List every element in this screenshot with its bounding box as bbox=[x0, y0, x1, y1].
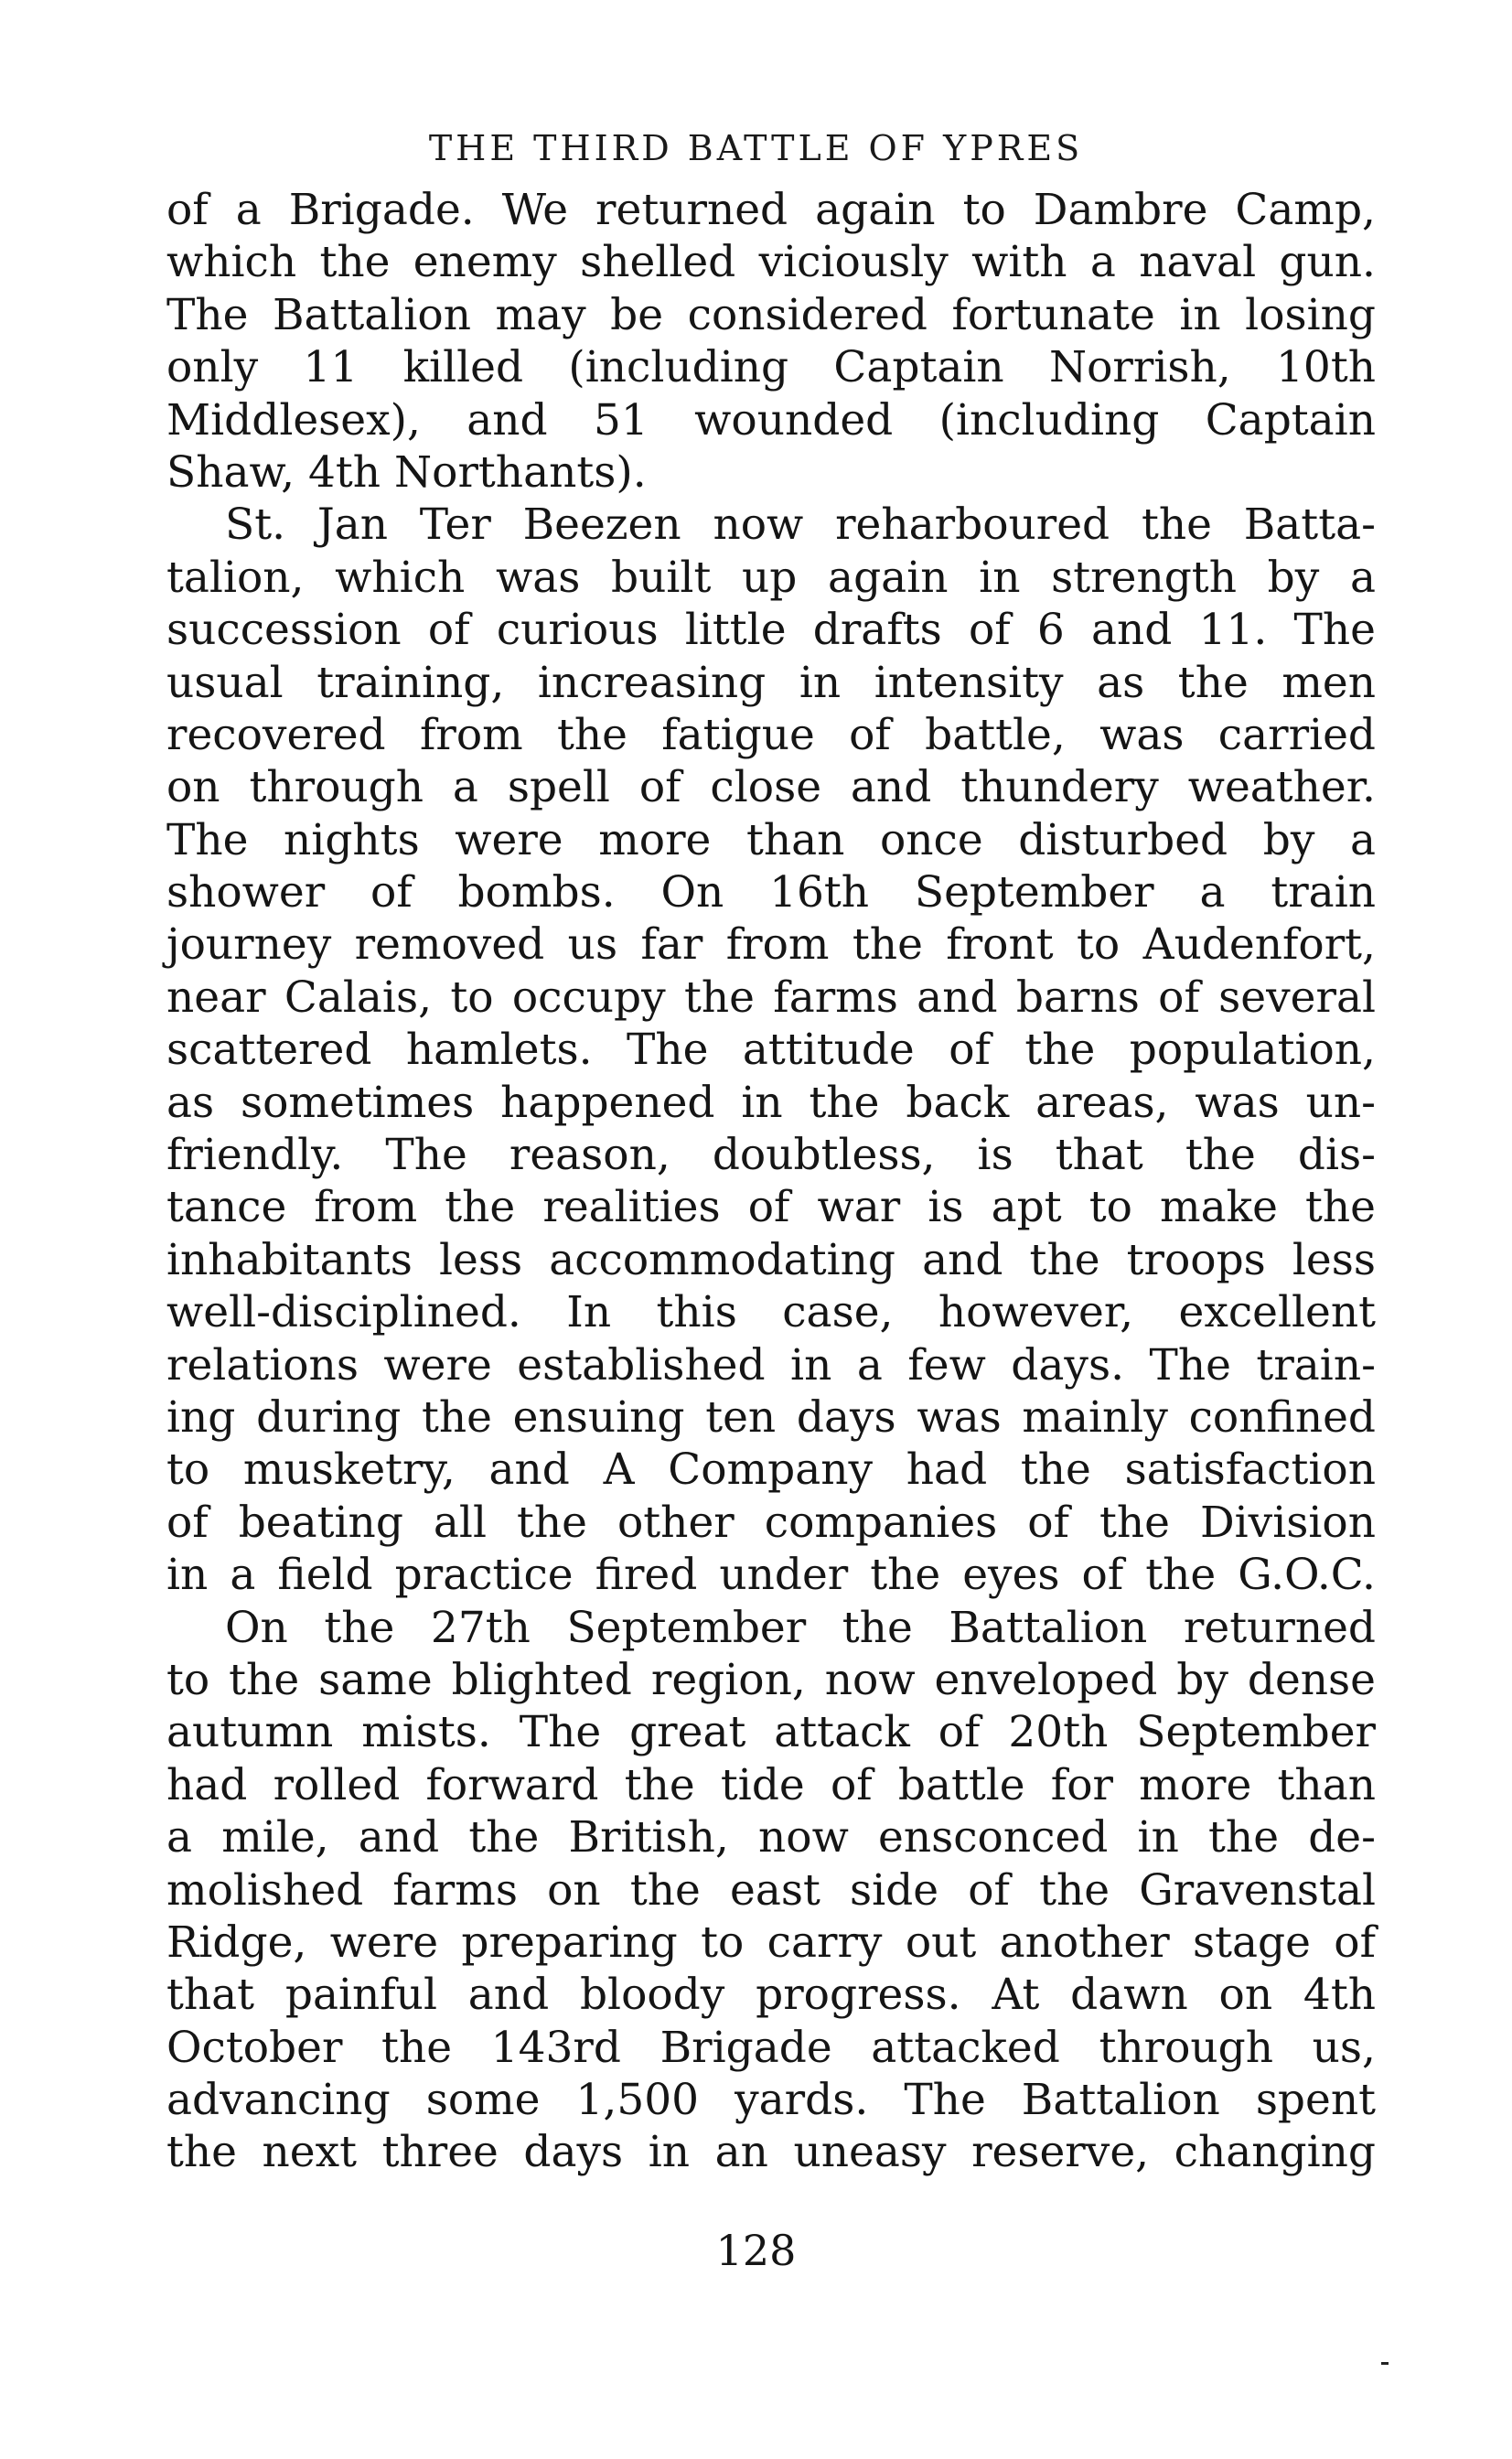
text-line: of a Brigade. We returned again to Dambre Camp, bbox=[166, 185, 1376, 235]
text-line: friendly. The reason, doubtless, is that the dis- bbox=[166, 1130, 1376, 1181]
text-line: Middlesex), and 51 wounded (including Captain bbox=[166, 394, 1376, 446]
text-line: inhabitants less accommodating and the troops less bbox=[166, 1234, 1376, 1285]
body-text bbox=[166, 184, 1376, 2179]
text-line: The nights were more than once disturbed by a bbox=[166, 814, 1376, 865]
running-head: THE THIRD BATTLE OF YPRES bbox=[428, 128, 1084, 168]
text-line: molished farms on the east side of the Gravenstal bbox=[166, 1864, 1376, 1916]
text-line: usual training, increasing in intensity as the men bbox=[166, 657, 1376, 708]
text-line: succession of curious little drafts of 6 and 11. The bbox=[166, 605, 1376, 656]
text-line: scattered hamlets. The attitude of the population, bbox=[166, 1025, 1376, 1076]
text-line: On the 27th September the Battalion returned bbox=[225, 1602, 1376, 1653]
text-line: advancing some 1,500 yards. The Battalion spent bbox=[166, 2075, 1376, 2126]
text-line: relations were established in a few days. The train- bbox=[166, 1339, 1376, 1391]
text-line: as sometimes happened in the back areas, was un- bbox=[166, 1077, 1376, 1128]
text-line: Ridge, were preparing to carry out another stage of bbox=[166, 1917, 1376, 1968]
page-number: 128 bbox=[715, 2226, 797, 2275]
text-line: St. Jan Ter Beezen now reharboured the Batta- bbox=[225, 499, 1376, 551]
text-line: talion, which was built up again in strength by a bbox=[166, 552, 1376, 603]
text-line: of beating all the other companies of the Division bbox=[166, 1497, 1376, 1548]
text-line: autumn mists. The great attack of 20th September bbox=[166, 1707, 1376, 1758]
text-line: well-disciplined. In this case, however, excellent bbox=[166, 1287, 1376, 1338]
text-line: near Calais, to occupy the farms and barns of several bbox=[166, 972, 1376, 1023]
text-line: journey removed us far from the front to Audenfort, bbox=[166, 919, 1376, 971]
text-line: that painful and bloody progress. At dawn on 4th bbox=[166, 1970, 1376, 2021]
text-line: only 11 killed (including Captain Norrish, 10th bbox=[166, 342, 1376, 393]
text-line: had rolled forward the tide of battle for more than bbox=[166, 1759, 1376, 1810]
text-line: a mile, and the British, now ensconced in the de- bbox=[166, 1812, 1376, 1863]
text-line: October the 143rd Brigade attacked through us, bbox=[166, 2022, 1376, 2073]
text-line: in a field practice fired under the eyes of the G.O.C. bbox=[166, 1550, 1376, 1601]
text-line: tance from the realities of war is apt to make the bbox=[166, 1182, 1376, 1233]
text-line: The Battalion may be considered fortunate in losing bbox=[166, 289, 1376, 340]
text-line: on through a spell of close and thundery weather. bbox=[166, 762, 1376, 813]
print-mark bbox=[1381, 2362, 1389, 2365]
text-line: which the enemy shelled viciously with a naval gun. bbox=[166, 237, 1376, 288]
text-line: to the same blighted region, now enveloped by dense bbox=[166, 1654, 1376, 1705]
text-line: recovered from the fatigue of battle, was carried bbox=[166, 709, 1376, 760]
text-line: Shaw, 4th Northants). bbox=[166, 446, 647, 498]
text-line: to musketry, and A Company had the satisfaction bbox=[166, 1444, 1376, 1496]
text-line: shower of bombs. On 16th September a train bbox=[166, 867, 1376, 918]
text-line: the next three days in an uneasy reserve, changing bbox=[166, 2127, 1376, 2178]
text-line: ing during the ensuing ten days was mainly confined bbox=[166, 1391, 1376, 1443]
